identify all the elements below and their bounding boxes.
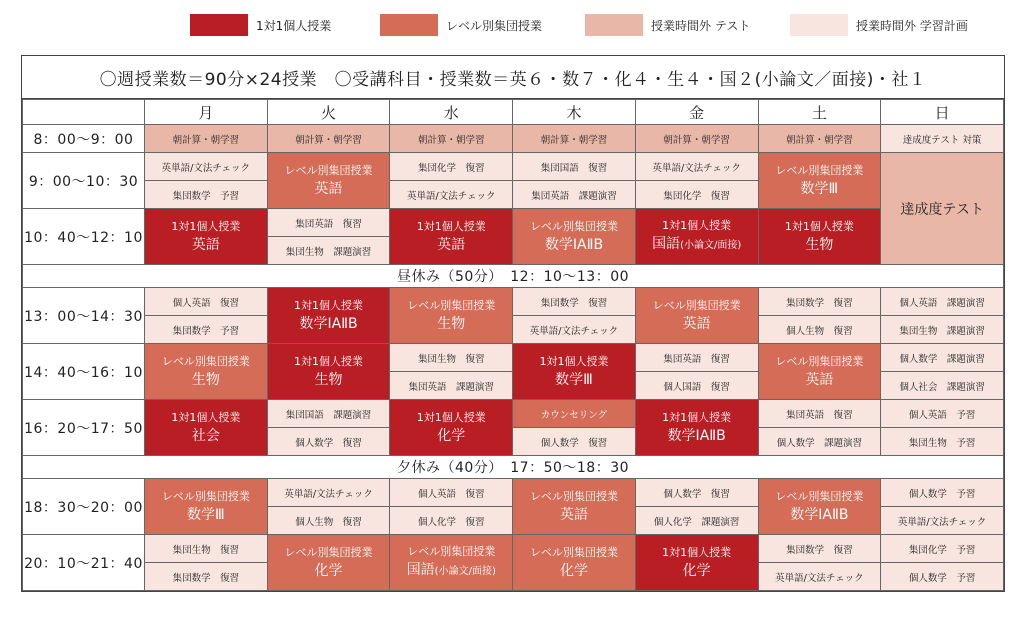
cell-group-class <box>145 479 268 535</box>
class-subject: 英語 <box>437 236 466 253</box>
class-type: レベル別集団授業 <box>407 298 496 312</box>
class-subject: 英語 <box>682 315 711 332</box>
cell-study: 英単語/文法チェック <box>635 153 758 181</box>
cell-study: 英単語/文法チェック <box>513 316 636 344</box>
cell-group-class <box>267 153 390 209</box>
class-subject: 生物 <box>437 315 466 332</box>
cell-test-prep: 達成度テスト 対策 <box>881 125 1004 153</box>
class-subject: 数学Ⅲ <box>187 506 225 523</box>
cell-morning: 朝計算・朝学習 <box>145 125 268 153</box>
cell-study: 個人数学 課題演習 <box>758 428 881 456</box>
break-row <box>23 456 1004 479</box>
class-type: レベル別集団授業 <box>161 354 250 368</box>
subject-sub: (小論文/面接) <box>434 565 496 577</box>
class-subject: 数学ⅠAⅡB <box>544 236 604 253</box>
class-subject <box>636 234 758 256</box>
table-row <box>23 344 1004 372</box>
cell-study: 個人数学 復習 <box>513 428 636 456</box>
class-subject: 数学ⅠAⅡB <box>667 427 726 444</box>
cell-study: 英単語/文法チェック <box>390 181 513 209</box>
class-type: レベル別集団授業 <box>529 489 618 503</box>
class-type: レベル別集団授業 <box>284 545 373 559</box>
legend-swatch <box>585 14 643 36</box>
class-type: 1対1個人授業 <box>784 219 854 233</box>
class-subject: 化学 <box>559 562 588 579</box>
class-type: レベル別集団授業 <box>284 163 373 177</box>
table-row <box>23 535 1004 563</box>
cell-study: 個人化学 復習 <box>390 507 513 535</box>
cell-study: 英単語/文法チェック <box>758 563 881 591</box>
class-subject <box>390 560 512 582</box>
day-header: 木 <box>513 100 636 125</box>
class-type: 1対1個人授業 <box>662 218 732 232</box>
evening-break: 夕休み（40分） 17：50〜18：30 <box>23 456 1004 479</box>
cell-study: 集団数学 復習 <box>145 563 268 591</box>
cell-morning: 朝計算・朝学習 <box>758 125 881 153</box>
cell-study: 個人数学 復習 <box>267 428 390 456</box>
table-row <box>23 316 1004 344</box>
subject-sub: (小論文/面接) <box>680 239 742 251</box>
class-type: 1対1個人授業 <box>171 410 241 424</box>
cell-morning: 朝計算・朝学習 <box>390 125 513 153</box>
class-subject: 数学Ⅲ <box>800 180 839 197</box>
legend-swatch <box>790 14 848 36</box>
cell-study: 集団英語 復習 <box>635 344 758 372</box>
cell-study: 集団数学 復習 <box>758 535 881 563</box>
cell-group-class <box>390 288 513 344</box>
class-type: 1対1個人授業 <box>539 354 609 368</box>
class-subject: 英語 <box>805 371 834 388</box>
time-cell: 18：30〜20：00 <box>23 479 145 535</box>
cell-study: 集団生物 復習 <box>145 535 268 563</box>
cell-study: 個人社会 課題演習 <box>881 372 1004 400</box>
day-header: 水 <box>390 100 513 125</box>
cell-study: 個人英語 復習 <box>390 479 513 507</box>
class-type: 1対1個人授業 <box>171 219 241 233</box>
cell-individual-class <box>513 344 636 400</box>
cell-individual-class <box>635 209 758 265</box>
cell-individual-class <box>267 344 390 400</box>
cell-study: 集団生物 予習 <box>881 428 1004 456</box>
class-subject: 数学Ⅲ <box>555 371 593 388</box>
class-type: レベル別集団授業 <box>775 163 864 177</box>
legend-item-individual <box>190 14 331 36</box>
legend-label: 授業時間外 テスト <box>651 18 751 33</box>
class-subject: 数学ⅠAⅡB <box>790 506 849 523</box>
cell-group-class <box>513 209 636 265</box>
cell-individual-class <box>145 400 268 456</box>
cell-study: 個人化学 課題演習 <box>635 507 758 535</box>
day-header: 月 <box>145 100 268 125</box>
cell-study: 個人生物 復習 <box>758 316 881 344</box>
class-subject: 社会 <box>191 427 220 444</box>
cell-study: 集団数学 予習 <box>145 181 268 209</box>
class-type: レベル別集団授業 <box>775 489 864 503</box>
day-header-row <box>23 100 1004 125</box>
cell-individual-class <box>635 535 758 591</box>
class-subject: 化学 <box>314 562 343 579</box>
legend-item-test <box>585 14 750 36</box>
legend-item-plan <box>790 14 968 36</box>
legend-label: 授業時間外 学習計画 <box>856 18 968 33</box>
cell-study: 集団英語 復習 <box>267 209 390 237</box>
cell-counseling: カウンセリング <box>513 400 636 428</box>
legend-item-group <box>380 14 542 36</box>
cell-study: 集団数学 復習 <box>513 288 636 316</box>
lunch-break: 昼休み（50分） 12：10〜13：00 <box>23 265 1004 288</box>
cell-study: 個人英語 予習 <box>881 400 1004 428</box>
class-type: 1対1個人授業 <box>662 410 732 424</box>
cell-study: 集団化学 予習 <box>881 535 1004 563</box>
cell-individual-class <box>758 209 881 265</box>
class-subject: 英語 <box>559 506 588 523</box>
class-type: 1対1個人授業 <box>294 354 364 368</box>
cell-individual-class <box>145 209 268 265</box>
cell-individual-class <box>267 288 390 344</box>
class-type: 1対1個人授業 <box>416 219 486 233</box>
class-type: レベル別集団授業 <box>652 298 741 312</box>
legend-swatch <box>380 14 438 36</box>
class-type: 1対1個人授業 <box>662 545 732 559</box>
cell-study: 個人英語 復習 <box>145 288 268 316</box>
day-header: 金 <box>635 100 758 125</box>
table-row <box>23 125 1004 153</box>
cell-study: 集団化学 復習 <box>390 153 513 181</box>
legend-label: レベル別集団授業 <box>446 18 543 33</box>
class-type: レベル別集団授業 <box>407 544 496 558</box>
class-subject: 数学ⅠAⅡB <box>299 315 358 332</box>
cell-study: 集団英語 復習 <box>758 400 881 428</box>
cell-study: 集団化学 復習 <box>635 181 758 209</box>
class-type: レベル別集団授業 <box>775 354 864 368</box>
cell-group-class <box>758 344 881 400</box>
cell-study: 個人生物 復習 <box>267 507 390 535</box>
cell-individual-class <box>390 400 513 456</box>
time-cell: 8：00〜9：00 <box>23 125 145 153</box>
class-type: レベル別集団授業 <box>161 489 250 503</box>
cell-morning: 朝計算・朝学習 <box>267 125 390 153</box>
time-cell: 13：00〜14：30 <box>23 288 145 344</box>
summary-headline: 〇週授業数＝90分×24授業 〇受講科目・授業数＝英６・数７・化４・生４・国２(小論文／面接)・社１ <box>22 56 1004 99</box>
day-header: 土 <box>758 100 881 125</box>
class-type: 1対1個人授業 <box>294 298 364 312</box>
cell-study: 個人国語 復習 <box>635 372 758 400</box>
class-subject: 生物 <box>191 371 220 388</box>
cell-group-class <box>758 479 881 535</box>
table-row <box>23 288 1004 316</box>
subject-main: 国語 <box>652 235 681 252</box>
cell-study: 集団生物 課題演習 <box>881 316 1004 344</box>
cell-study: 個人数学 予習 <box>881 479 1004 507</box>
day-header: 火 <box>267 100 390 125</box>
cell-study: 英単語/文法チェック <box>881 507 1004 535</box>
subject-main: 国語 <box>406 561 435 578</box>
table-row <box>23 479 1004 507</box>
cell-morning: 朝計算・朝学習 <box>635 125 758 153</box>
cell-study: 集団国語 復習 <box>513 153 636 181</box>
legend-swatch <box>190 14 248 36</box>
cell-group-class <box>145 344 268 400</box>
class-subject: 化学 <box>437 427 466 444</box>
corner-cell <box>23 100 145 125</box>
class-subject: 化学 <box>682 562 711 579</box>
cell-study: 集団国語 課題演習 <box>267 400 390 428</box>
time-cell: 14：40〜16：10 <box>23 344 145 400</box>
class-subject: 英語 <box>191 236 220 253</box>
cell-group-class <box>513 535 636 591</box>
class-type: 1対1個人授業 <box>416 410 486 424</box>
cell-study: 個人数学 予習 <box>881 563 1004 591</box>
cell-study: 集団英語 課題演習 <box>390 372 513 400</box>
legend-label: 1対1個人授業 <box>256 18 332 33</box>
cell-test: 達成度テスト <box>881 153 1004 265</box>
cell-individual-class <box>635 400 758 456</box>
table-row <box>23 153 1004 181</box>
cell-study: 英単語/文法チェック <box>267 479 390 507</box>
cell-study: 集団数学 復習 <box>758 288 881 316</box>
timetable <box>21 55 1005 592</box>
schedule-table <box>22 99 1004 591</box>
cell-study: 集団英語 課題演習 <box>513 181 636 209</box>
class-type: レベル別集団授業 <box>529 545 618 559</box>
class-subject: 英語 <box>314 180 343 197</box>
cell-group-class <box>758 153 881 209</box>
cell-study: 個人英語 課題演習 <box>881 288 1004 316</box>
cell-study: 集団生物 復習 <box>390 344 513 372</box>
cell-group-class <box>390 535 513 591</box>
time-cell: 20：10〜21：40 <box>23 535 145 591</box>
table-row <box>23 209 1004 237</box>
cell-group-class <box>635 288 758 344</box>
day-header: 日 <box>881 100 1004 125</box>
cell-group-class <box>267 535 390 591</box>
class-subject: 生物 <box>314 371 343 388</box>
break-row <box>23 265 1004 288</box>
time-cell: 16：20〜17：50 <box>23 400 145 456</box>
class-subject: 生物 <box>805 236 834 253</box>
cell-study: 英単語/文法チェック <box>145 153 268 181</box>
cell-study: 個人数学 課題演習 <box>881 344 1004 372</box>
cell-study: 個人数学 復習 <box>635 479 758 507</box>
time-cell: 9：00〜10：30 <box>23 153 145 209</box>
cell-study: 集団数学 予習 <box>145 316 268 344</box>
cell-individual-class <box>390 209 513 265</box>
legend <box>0 8 1024 38</box>
cell-morning: 朝計算・朝学習 <box>513 125 636 153</box>
class-type: レベル別集団授業 <box>529 219 618 233</box>
table-row <box>23 400 1004 428</box>
cell-study: 集団生物 課題演習 <box>267 237 390 265</box>
cell-group-class <box>513 479 636 535</box>
time-cell: 10：40〜12：10 <box>23 209 145 265</box>
